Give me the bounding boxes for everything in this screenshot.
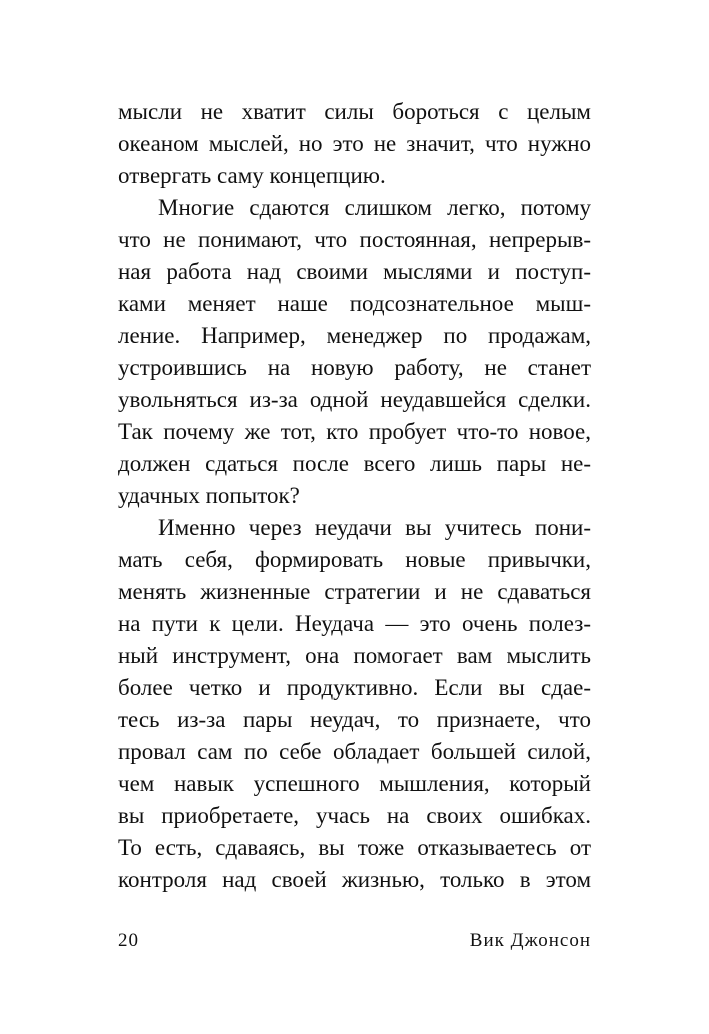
text-line: контроля над своей жизнью, только в этом [118,867,591,892]
text-line: должен сдаться после всего лишь пары не- [118,451,591,476]
text-line: мысли не хватит силы бороться с целым [118,99,591,124]
text-line: удачных попыток? [118,483,300,508]
text-line: ная работа над своими мыслями и поступ- [118,259,591,284]
text-line: То есть, сдаваясь, вы тоже отказываетесь от [118,835,591,860]
text-line: на пути к цели. Неудача — это очень полез- [118,611,591,636]
page-footer [118,928,591,954]
text-line: ный инструмент, она помогает вам мыслить [118,643,591,668]
text-line: мать себя, формировать новые привычки, [118,547,591,572]
text-line: вы приобретаете, учась на своих ошибках. [118,803,591,828]
text-line: более четко и продуктивно. Если вы сдае- [118,675,591,700]
text-line: ление. Например, менеджер по продажам, [118,323,591,348]
text-line: отвергать саму концепцию. [118,163,386,188]
text-line: устроившись на новую работу, не станет [118,355,591,380]
body-text [118,96,591,896]
text-line: Многие сдаются слишком легко, потому [158,195,591,220]
text-line: провал сам по себе обладает большей силой, [118,739,591,764]
text-line: тесь из-за пары неудач, то признаете, что [118,707,591,732]
page-number: 20 [118,930,139,951]
text-line: увольняться из-за одной неудавшейся сделки. [118,387,591,412]
running-title: Вик Джонсон [469,930,591,951]
text-line: Так почему же тот, кто пробует что-то новое, [118,419,591,444]
text-line: ками меняет наше подсознательное мыш- [118,291,591,316]
text-line: океаном мыслей, но это не значит, что нужно [118,131,591,156]
text-line: менять жизненные стратегии и не сдаваться [118,579,591,604]
text-line: что не понимают, что постоянная, непрерыв- [118,227,591,252]
text-line: чем навык успешного мышления, который [118,771,591,796]
text-line: Именно через неудачи вы учитесь пони- [158,515,591,540]
